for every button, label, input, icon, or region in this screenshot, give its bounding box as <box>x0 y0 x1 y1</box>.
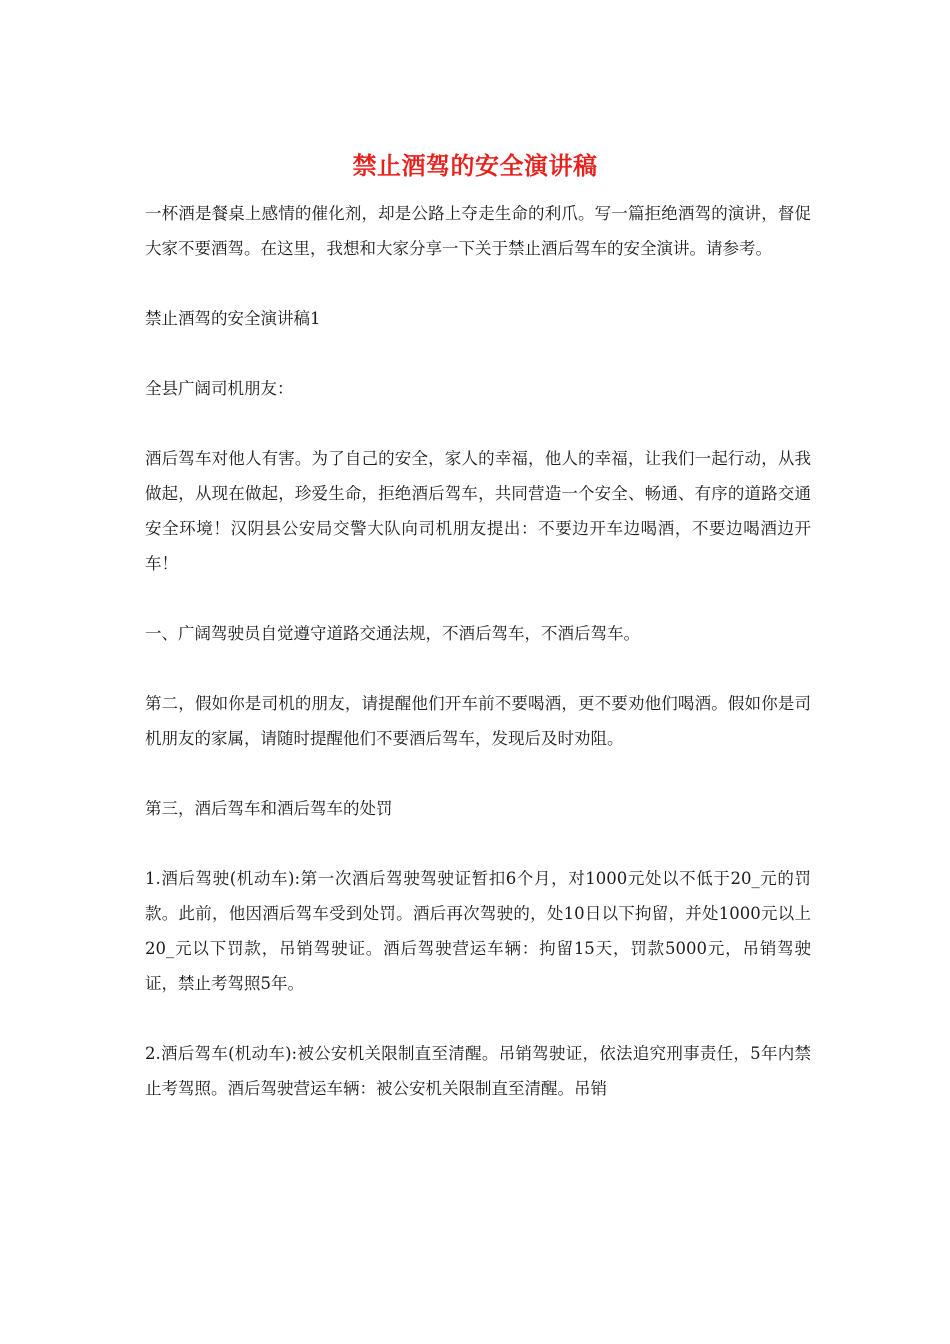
document-title: 禁止酒驾的安全演讲稿 <box>352 152 598 180</box>
point-one: 一、广阔驾驶员自觉遵守道路交通法规，不酒后驾车，不酒后驾车。 <box>145 624 640 643</box>
point-two: 第二，假如你是司机的朋友，请提醒他们开车前不要喝酒，更不要劝他们喝酒。假如你是司机朋友的家属，请随时提醒他们不要酒后驾车，发现后及时劝阻。 <box>145 694 811 748</box>
body-paragraph: 酒后驾车对他人有害。为了自己的安全，家人的幸福，他人的幸福，让我们一起行动，从我做起，从现在做起，珍爱生命，拒绝酒后驾车，共同营造一个安全、畅通、有序的道路交通安全环境！汉阴县公安局交警大队向司机朋友提出：不要边开车边喝酒，不要边喝酒边开车！ <box>145 449 811 573</box>
intro-paragraph: 一杯酒是餐桌上感情的催化剂，却是公路上夺走生命的利爪。写一篇拒绝酒驾的演讲，督促大家不要酒驾。在这里，我想和大家分享一下关于禁止酒后驾车的安全演讲。请参考。 <box>145 204 811 258</box>
salutation: 全县广阔司机朋友： <box>145 379 294 398</box>
penalty-item-1: 1.酒后驾驶(机动车):第一次酒后驾驶驾驶证暂扣6个月，对1000元处以不低于20_元的罚款。此前，他因酒后驾车受到处罚。酒后再次驾驶的，处10日以下拘留，并处1000元以上20_元以下罚款，吊销驾驶证。酒后驾驶营运车辆：拘留15天，罚款5000元，吊销驾驶证，禁止考驾照5年。 <box>145 869 811 993</box>
penalty-item-2: 2.酒后驾车(机动车):被公安机关限制直至清醒。吊销驾驶证，依法追究刑事责任，5年内禁止考驾照。酒后驾驶营运车辆：被公安机关限制直至清醒。吊销 <box>145 1044 811 1098</box>
document-body <box>145 196 811 1141</box>
section-heading: 禁止酒驾的安全演讲稿1 <box>145 309 321 328</box>
point-three: 第三，酒后驾车和酒后驾车的处罚 <box>145 799 393 818</box>
